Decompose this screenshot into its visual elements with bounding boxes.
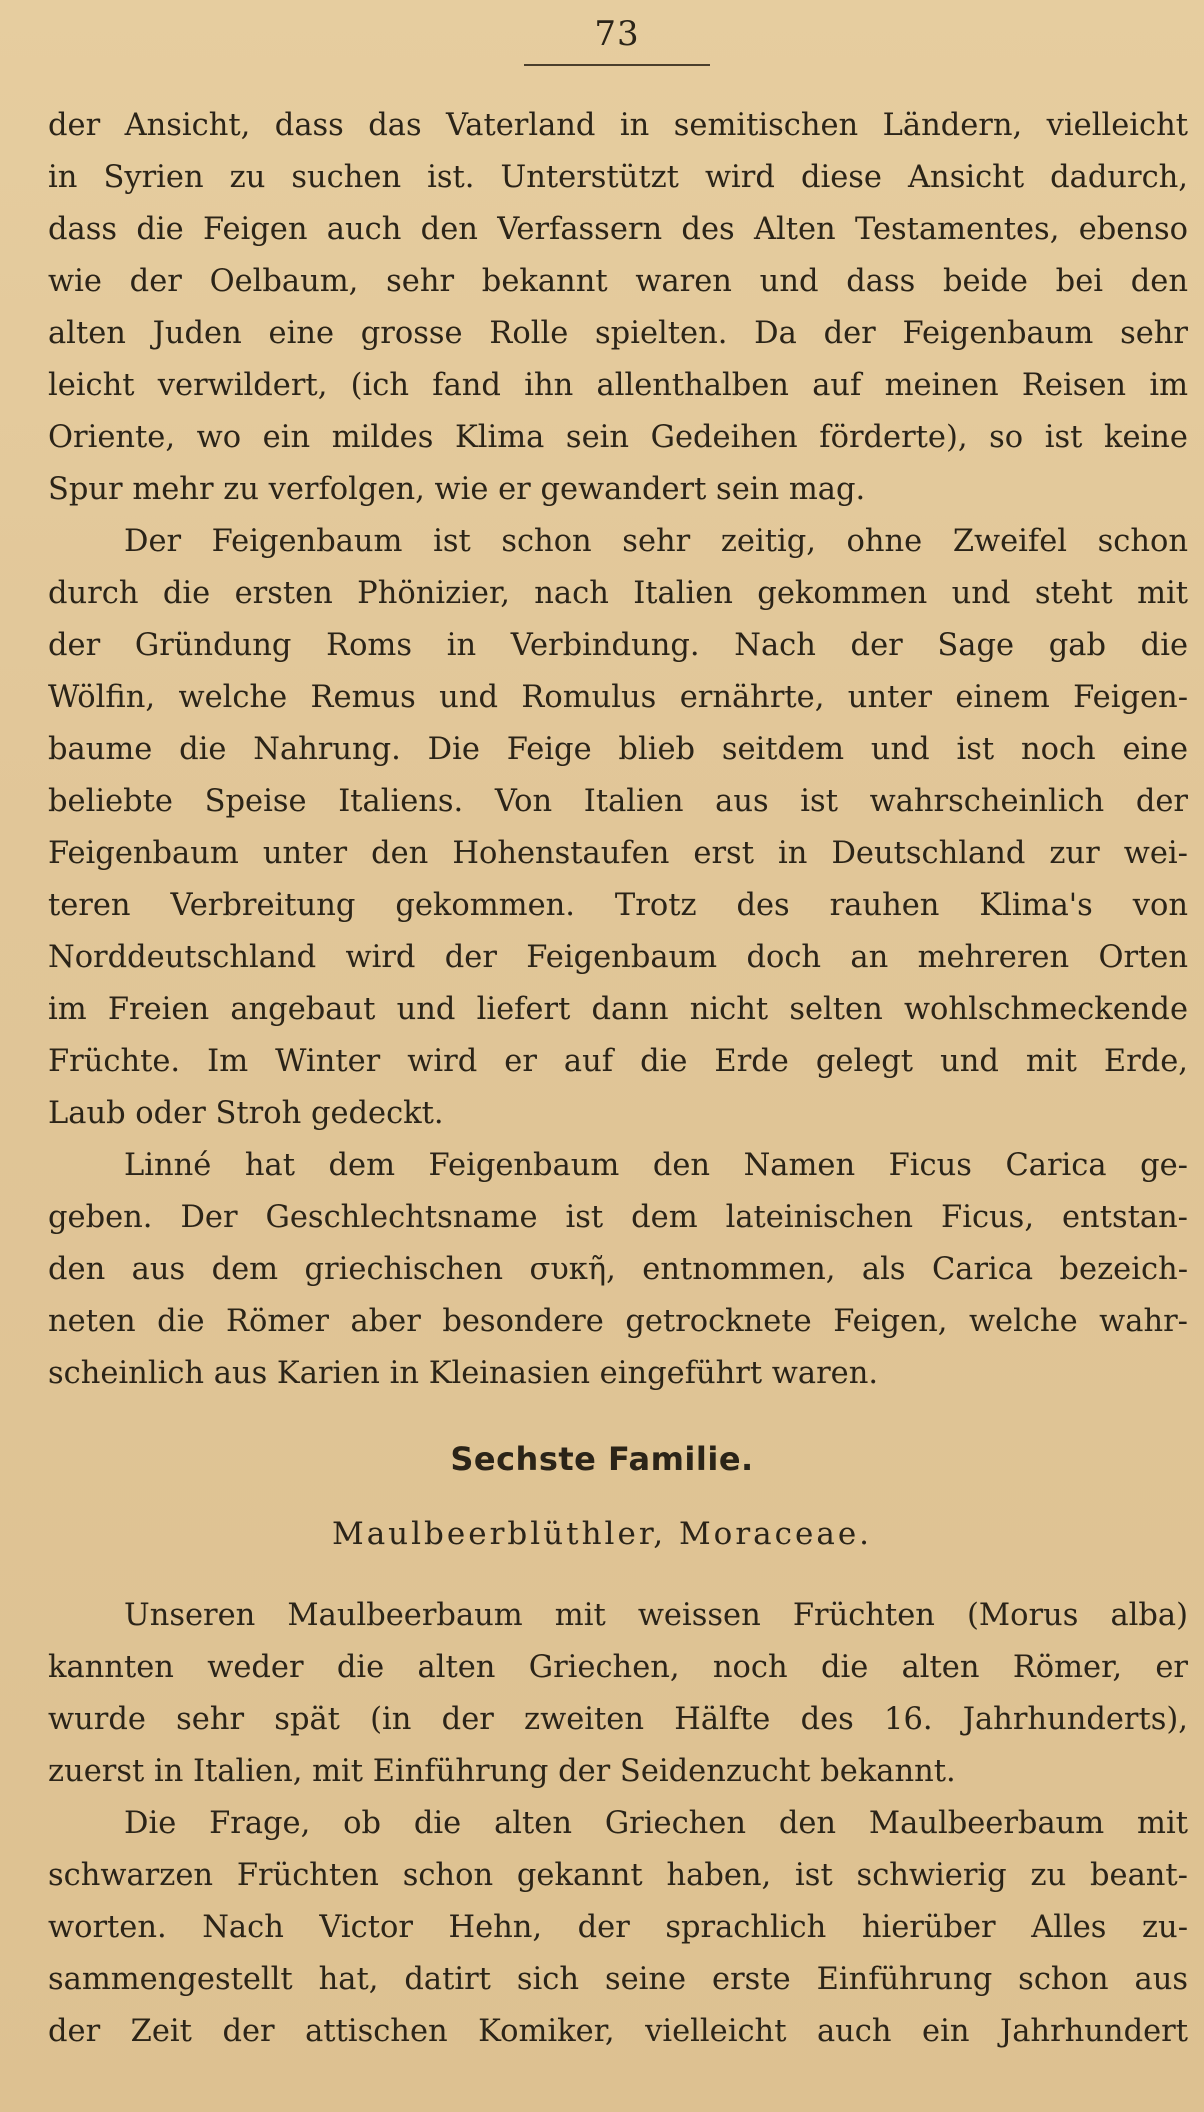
text-line: Wölfin, welche Remus und Romulus ernährte, unter einem Feigen- xyxy=(48,680,1188,715)
text-line: teren Verbreitung gekommen. Trotz des rauhen Klima's von xyxy=(48,888,1188,923)
text-line: in Syrien zu suchen ist. Unterstützt wird diese Ansicht dadurch, xyxy=(48,160,1188,195)
text-line: schwarzen Früchten schon gekannt haben, ist schwierig zu beant- xyxy=(48,1858,1188,1893)
family-subheading: Maulbeerblüthler, Moraceae. xyxy=(331,1516,873,1552)
text-line: scheinlich aus Karien in Kleinasien eingeführt waren. xyxy=(48,1356,879,1391)
text-line: Linné hat dem Feigenbaum den Namen Ficus Carica ge- xyxy=(124,1148,1188,1183)
text-line: den aus dem griechischen συκῆ, entnommen, als Carica bezeich- xyxy=(48,1252,1188,1287)
text-line: Feigenbaum unter den Hohenstaufen erst in Deutschland zur wei- xyxy=(48,836,1188,871)
text-line: Der Feigenbaum ist schon sehr zeitig, ohne Zweifel schon xyxy=(124,524,1188,559)
text-line: wurde sehr spät (in der zweiten Hälfte des 16. Jahrhunderts), xyxy=(48,1702,1188,1737)
text-line: Die Frage, ob die alten Griechen den Maulbeerbaum mit xyxy=(124,1806,1188,1841)
page-number: 73 xyxy=(594,14,640,54)
section-text-moraceae xyxy=(48,1590,1188,2058)
text-line: der Ansicht, dass das Vaterland in semitischen Ländern, vielleicht xyxy=(48,108,1188,143)
text-line: worten. Nach Victor Hehn, der sprachlich hierüber Alles zu- xyxy=(48,1910,1188,1945)
text-line: neten die Römer aber besondere getrocknete Feigen, welche wahr- xyxy=(48,1304,1188,1339)
text-line: Früchte. Im Winter wird er auf die Erde gelegt und mit Erde, xyxy=(48,1044,1188,1079)
text-line: leicht verwildert, (ich fand ihn allenthalben auf meinen Reisen im xyxy=(48,368,1188,403)
text-line: durch die ersten Phönizier, nach Italien gekommen und steht mit xyxy=(48,576,1188,611)
text-line: beliebte Speise Italiens. Von Italien aus ist wahrscheinlich der xyxy=(48,784,1188,819)
text-line: geben. Der Geschlechtsname ist dem lateinischen Ficus, entstan- xyxy=(48,1200,1188,1235)
text-line: Oriente, wo ein mildes Klima sein Gedeihen förderte), so ist keine xyxy=(48,420,1188,455)
text-line: Laub oder Stroh gedeckt. xyxy=(48,1096,444,1131)
text-line: dass die Feigen auch den Verfassern des Alten Testamentes, ebenso xyxy=(48,212,1188,247)
section-text-fig xyxy=(48,100,1188,1400)
text-line: der Gründung Roms in Verbindung. Nach der Sage gab die xyxy=(48,628,1188,663)
text-line: im Freien angebaut und liefert dann nicht selten wohlschmeckende xyxy=(48,992,1188,1027)
text-line: Spur mehr zu verfolgen, wie er gewandert sein mag. xyxy=(48,472,866,507)
text-line: Unseren Maulbeerbaum mit weissen Früchten (Morus alba) xyxy=(124,1598,1188,1633)
text-line: alten Juden eine grosse Rolle spielten. Da der Feigenbaum sehr xyxy=(48,316,1188,351)
text-line: sammengestellt hat, datirt sich seine erste Einführung schon aus xyxy=(48,1962,1188,1997)
header-rule xyxy=(524,64,710,66)
text-line: der Zeit der attischen Komiker, vielleicht auch ein Jahrhundert xyxy=(48,2014,1188,2049)
text-line: baume die Nahrung. Die Feige blieb seitdem und ist noch eine xyxy=(48,732,1188,767)
family-heading: Sechste Familie. xyxy=(450,1440,754,1478)
text-line: zuerst in Italien, mit Einführung der Seidenzucht bekannt. xyxy=(48,1754,956,1789)
text-line: wie der Oelbaum, sehr bekannt waren und dass beide bei den xyxy=(48,264,1188,299)
text-line: kannten weder die alten Griechen, noch die alten Römer, er xyxy=(48,1650,1188,1685)
text-line: Norddeutschland wird der Feigenbaum doch an mehreren Orten xyxy=(48,940,1188,975)
